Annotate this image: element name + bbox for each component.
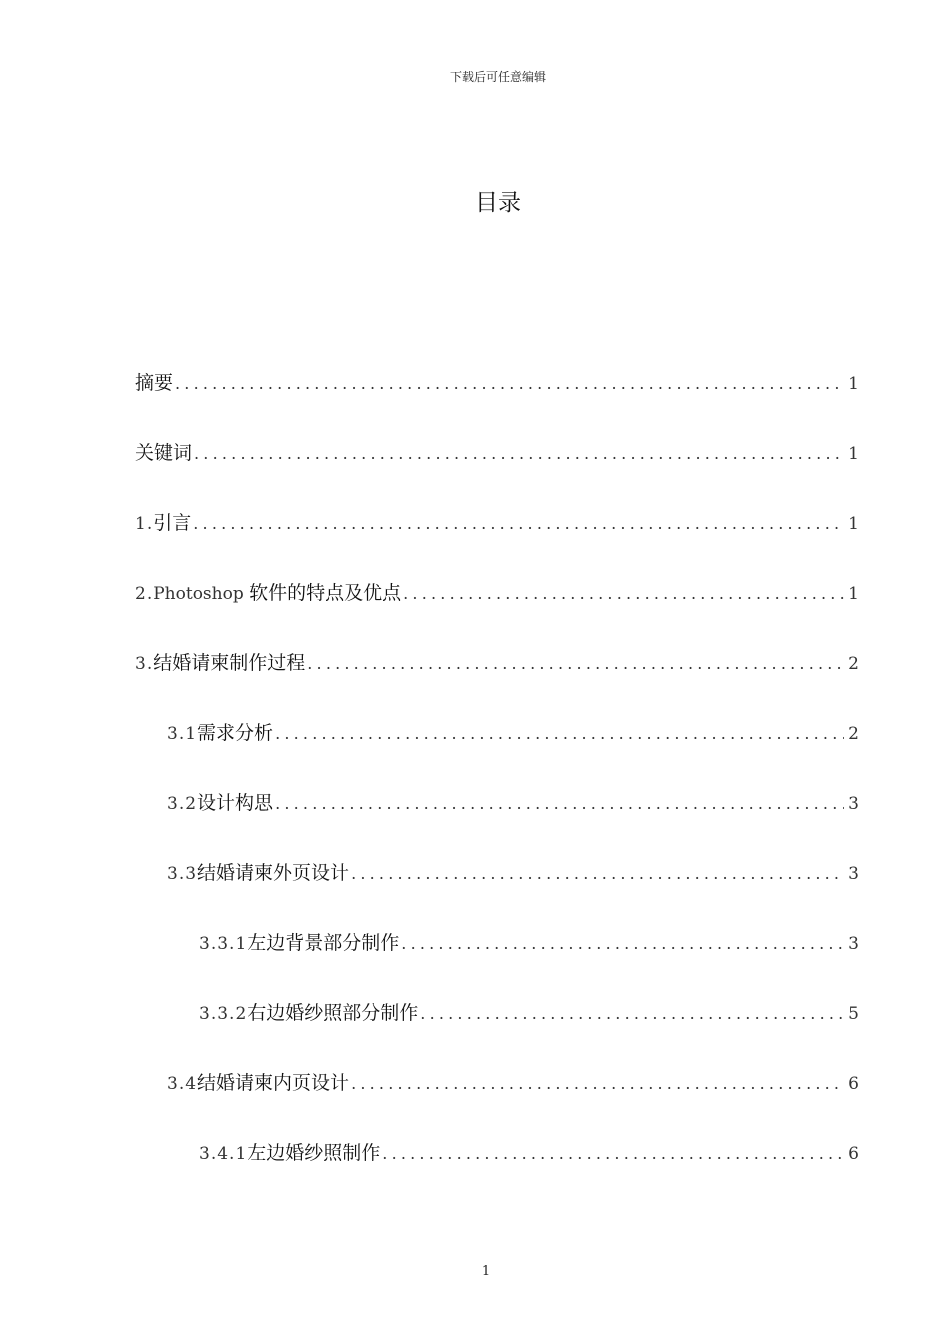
- toc-entry-label: 结婚请柬制作过程: [153, 652, 306, 674]
- toc-leader-dots: [275, 724, 844, 743]
- toc-entry-label: 软件的特点及优点: [249, 582, 402, 604]
- toc-entry-keywords[interactable]: [135, 438, 859, 508]
- toc-entry-label: 摘要: [135, 372, 174, 394]
- toc-entry-2[interactable]: [135, 578, 859, 648]
- toc-entry-page: 6: [848, 1074, 859, 1094]
- toc-entry-number: 3.1: [167, 724, 198, 744]
- toc-entry-page: 5: [848, 1004, 859, 1024]
- toc-entry-number: 3.4.1: [199, 1144, 248, 1164]
- toc-entry-3-4[interactable]: [135, 1068, 859, 1138]
- toc-leader-dots: [420, 1004, 844, 1023]
- toc-entry-label: 需求分析: [197, 722, 274, 744]
- toc-entry-label: 右边婚纱照部分制作: [247, 1002, 419, 1024]
- toc-entry-3-2[interactable]: [135, 788, 859, 858]
- toc-entry-label: 引言: [153, 512, 192, 534]
- header-note: 下载后可任意编辑: [449, 70, 546, 84]
- toc-entry-label: 设计构思: [197, 792, 274, 814]
- toc-entry-3[interactable]: [135, 648, 859, 718]
- toc-entry-page: 3: [848, 864, 859, 884]
- toc-entry-page: 1: [848, 584, 859, 604]
- toc-entry-label: 左边婚纱照制作: [247, 1142, 381, 1164]
- toc-leader-dots: [275, 794, 844, 813]
- toc-leader-dots: [401, 934, 844, 953]
- toc-entry-label: 结婚请柬内页设计: [197, 1072, 350, 1094]
- page-title: 目录: [475, 190, 521, 216]
- toc-leader-dots: [382, 1144, 844, 1163]
- toc-leader-dots: [175, 374, 844, 393]
- toc-leader-dots: [351, 864, 844, 883]
- toc-entry-label: 结婚请柬外页设计: [197, 862, 350, 884]
- toc-leader-dots: [403, 584, 844, 603]
- toc-entry-number: 3.4: [167, 1074, 198, 1094]
- toc-entry-page: 1: [848, 374, 859, 394]
- toc-leader-dots: [351, 1074, 844, 1093]
- toc-leader-dots: [307, 654, 844, 673]
- table-of-contents: [135, 368, 859, 1208]
- toc-entry-page: 2: [848, 724, 859, 744]
- toc-entry-3-3-2[interactable]: [135, 998, 859, 1068]
- toc-entry-3-4-1[interactable]: [135, 1138, 859, 1208]
- toc-entry-number: 3.: [135, 654, 154, 674]
- toc-entry-page: 2: [848, 654, 859, 674]
- toc-entry-number: 2.: [135, 584, 154, 604]
- toc-entry-label: 关键词: [135, 442, 193, 464]
- toc-leader-dots: [193, 514, 844, 533]
- toc-entry-number: 3.3.1: [199, 934, 248, 954]
- toc-entry-page: 1: [848, 514, 859, 534]
- page-number: 1: [481, 1264, 491, 1279]
- toc-entry-label-latin: Photoshop: [153, 584, 250, 604]
- toc-leader-dots: [194, 444, 844, 463]
- toc-entry-page: 3: [848, 934, 859, 954]
- toc-entry-label: 左边背景部分制作: [247, 932, 400, 954]
- toc-entry-abstract[interactable]: [135, 368, 859, 438]
- toc-entry-number: 3.3.2: [199, 1004, 248, 1024]
- toc-entry-number: 3.2: [167, 794, 198, 814]
- toc-entry-1[interactable]: [135, 508, 859, 578]
- toc-entry-3-3[interactable]: [135, 858, 859, 928]
- toc-entry-number: 1.: [135, 514, 154, 534]
- toc-entry-page: 3: [848, 794, 859, 814]
- toc-entry-3-1[interactable]: [135, 718, 859, 788]
- toc-entry-3-3-1[interactable]: [135, 928, 859, 998]
- toc-entry-page: 1: [848, 444, 859, 464]
- toc-entry-number: 3.3: [167, 864, 198, 884]
- toc-entry-page: 6: [848, 1144, 859, 1164]
